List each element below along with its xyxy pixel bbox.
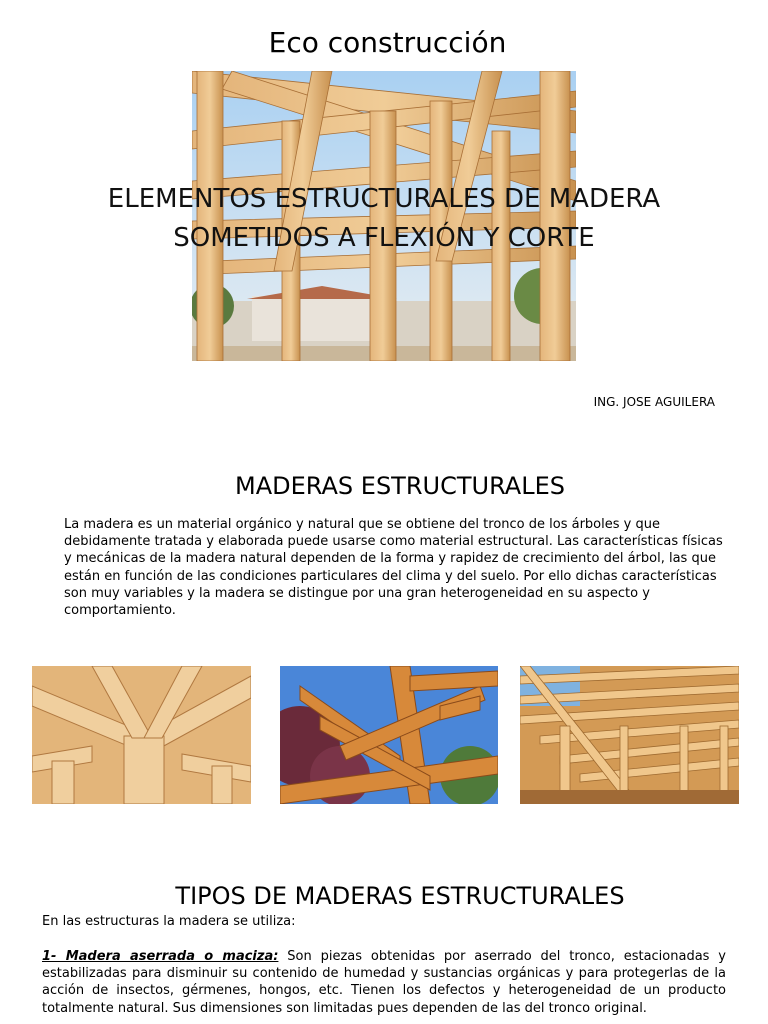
presentation-title-line-1: ELEMENTOS ESTRUCTURALES DE MADERA [107, 184, 661, 214]
section-title-tipos-de-maderas: TIPOS DE MADERAS ESTRUCTURALES [175, 882, 625, 910]
item-heading-madera-aserrada: 1- Madera aserrada o maciza: [42, 949, 279, 964]
paragraph-madera-aserrada [42, 948, 726, 1017]
presentation-title [60, 180, 708, 258]
section-title-maderas-estructurales: MADERAS ESTRUCTURALES [235, 472, 565, 500]
photo-timber-roof-structure [520, 666, 739, 804]
item-body-madera-aserrada: Son piezas obtenidas por aserrado del tronco, estacionadas y estabilizadas para disminuir su contenido de humedad y sustancias orgánicas y para protegerlas de la acción de insectos, gérmenes, hongos, etc. Tienen los defectos y heterogeneidad de un producto totalmente natural. Sus dimensiones son limitadas pues dependen de las del tronco original. [42, 949, 726, 1016]
paragraph-madera-definicion: La madera es un material orgánico y natural que se obtiene del tronco de los árboles y que debidamente tratada y elaborada puede usarse como material estructural. Las características físicas y mecánicas de la madera natural dependen de la forma y rapidez de crecimiento del árbol, las que están en función de las condiciones particulares del clima y del suelo. Por ello dichas características son muy variables y la madera se distingue por una gran heterogeneidad en su aspecto y comportamiento. [64, 517, 723, 619]
author-name: ING. JOSE AGUILERA [593, 395, 715, 409]
presentation-title-line-2: SOMETIDOS A FLEXIÓN Y CORTE [173, 223, 595, 253]
document-title: Eco construcción [268, 26, 507, 59]
photo-timber-joint [32, 666, 251, 804]
intro-text: En las estructuras la madera se utiliza: [42, 914, 296, 929]
photo-timber-pergola [280, 666, 498, 804]
